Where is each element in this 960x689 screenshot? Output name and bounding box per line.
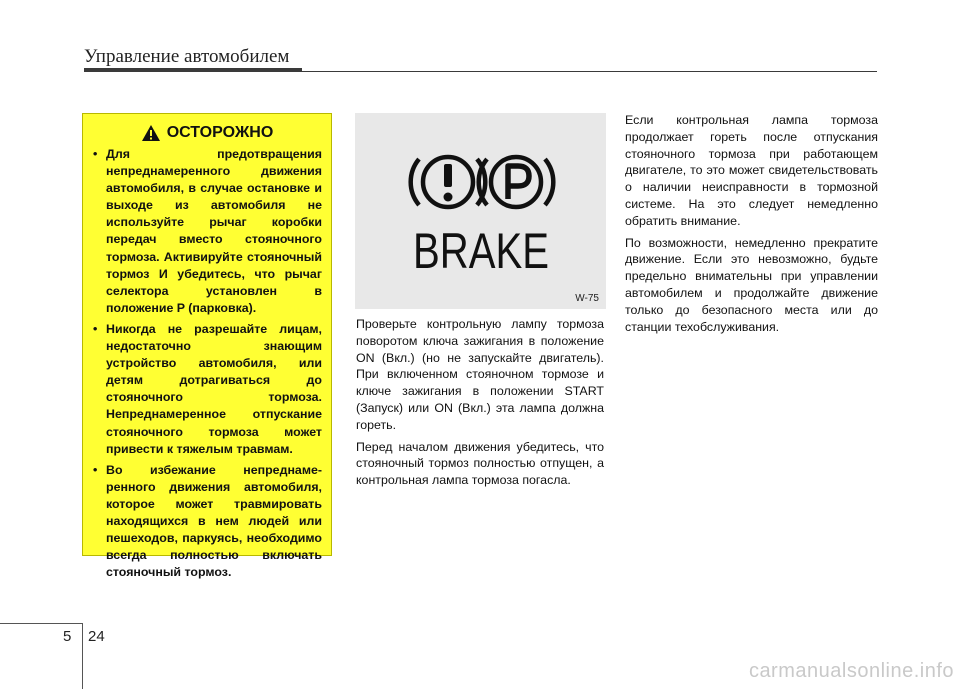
warning-list — [92, 146, 322, 581]
figure-code: W-75 — [575, 293, 599, 304]
footer-rule-horizontal — [0, 623, 82, 624]
middle-column-text — [356, 316, 604, 494]
parking-circle-icon — [479, 157, 554, 207]
paragraph: Проверьте контрольную лампу тормоза поворотом ключа зажигания в положение ON (Вкл.) (но не запускайте двигатель). При включенном стояночном тормозе и ключе зажигания в положении START (Запуск) или ON (Вкл.) эта лампа должна гореть. — [356, 317, 604, 432]
chapter-number: 5 — [63, 628, 72, 645]
paragraph: По возможности, немедленно прекратите движение. Если это невозможно, будьте предельно внимательны при управлении автомобилем и продолжайте движение только до безопасного места или до станции техобслуживания. — [625, 235, 878, 334]
warning-box — [82, 113, 332, 580]
warning-title: ОСТОРОЖНО — [166, 124, 274, 141]
header-rule-thin — [84, 71, 877, 72]
brake-warning-illustration — [355, 113, 606, 309]
warning-item: • Никогда не разрешайте лицам, недостаточно знающим устройство автомобиля, или детям дотрагиваться до стояночного тормоза. Непреднамеренное отпускание стояночного тормоза может привести к тяжелым травмам. — [92, 321, 322, 458]
page-header-title: Управление автомобилем — [84, 46, 290, 67]
watermark: carmanualsonline.info — [748, 660, 954, 682]
footer-rule-vertical — [82, 623, 83, 689]
paragraph: Если контрольная лампа тормоза продолжает гореть после отпускания стояночного тормоза при работающем двигателе, то это может свидетельствовать о наличии неисправности в тормозной системе. На это следует немедленно обратить внимание. — [625, 113, 878, 228]
warning-heading — [92, 124, 322, 142]
warning-triangle-icon — [141, 124, 161, 142]
exclamation-circle-icon — [411, 157, 486, 207]
warning-item: • Во избежание непреднаме-ренного движения автомобиля, которое может травмировать находящихся в нем людей или пешеходов, паркуясь, необходимо всегда полностью включать стояночный тормоз. — [92, 462, 322, 582]
right-column-text — [625, 112, 878, 340]
paragraph: Перед началом движения убедитесь, что стояночный тормоз полностью отпущен, а контрольная лампа тормоза погасла. — [356, 439, 604, 488]
page-number: 24 — [88, 628, 105, 645]
warning-item: • Для предотвращения непреднамеренного движения автомобиля, в случае остановке и выходе из автомобиля не используйте рычаг коробки передач вместо стояночного тормоза. Активируйте стояночный тормоз И убедитесь, что рычаг селектора установлен в положение P (парковка). — [92, 146, 322, 317]
brake-label: BRAKE — [413, 223, 549, 279]
